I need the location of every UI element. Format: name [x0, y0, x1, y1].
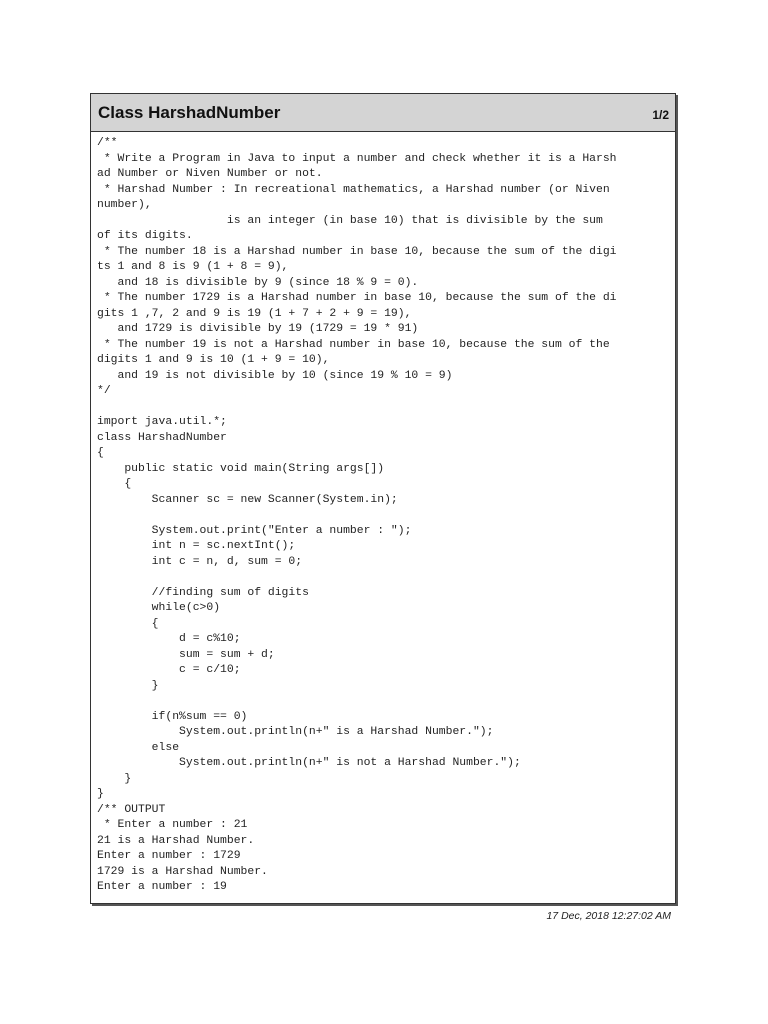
- code-line: and 19 is not divisible by 10 (since 19 % 10 = 9): [97, 369, 453, 382]
- code-line: {: [97, 447, 104, 459]
- code-line: [97, 694, 673, 710]
- code-line: }: [97, 788, 104, 800]
- code-line: if(n%sum == 0): [97, 710, 248, 723]
- code-line: of its digits.: [97, 230, 193, 242]
- code-line: [97, 508, 673, 524]
- class-title: Class HarshadNumber: [98, 103, 281, 122]
- code-line: public static void main(String args[]): [97, 462, 385, 475]
- code-line: while(c>0): [97, 602, 221, 614]
- code-line: * Write a Program in Java to input a number and check whether it is a Harsh: [97, 152, 617, 165]
- code-line: /**: [97, 137, 118, 149]
- code-line: ad Number or Niven Number or not.: [97, 168, 323, 180]
- code-line: Enter a number : 19: [97, 881, 227, 893]
- code-line: is an integer (in base 10) that is divisible by the sum: [97, 214, 603, 227]
- code-line: {: [97, 478, 132, 490]
- code-line: [97, 400, 673, 416]
- code-line: */: [97, 385, 111, 397]
- code-line: Enter a number : 1729: [97, 850, 241, 862]
- code-line: and 18 is divisible by 9 (since 18 % 9 = 0).: [97, 276, 419, 289]
- code-line: //finding sum of digits: [97, 586, 309, 599]
- code-line: * Enter a number : 21: [97, 819, 248, 831]
- code-line: else: [97, 741, 180, 754]
- code-line: System.out.println(n+" is not a Harshad Number.");: [97, 757, 521, 769]
- code-line: ts 1 and 8 is 9 (1 + 8 = 9),: [97, 261, 289, 273]
- code-line: /** OUTPUT: [97, 803, 166, 816]
- page-number: 1/2: [652, 108, 669, 122]
- print-timestamp: 17 Dec, 2018 12:27:02 AM: [546, 910, 671, 922]
- code-line: Scanner sc = new Scanner(System.in);: [97, 493, 398, 506]
- code-line: * The number 18 is a Harshad number in base 10, because the sum of the digi: [97, 245, 617, 258]
- code-line: int n = sc.nextInt();: [97, 540, 296, 552]
- code-line: and 1729 is divisible by 19 (1729 = 19 * 91): [97, 323, 419, 335]
- code-line: }: [97, 679, 159, 692]
- code-line: import java.util.*;: [97, 416, 227, 428]
- code-line: gits 1 ,7, 2 and 9 is 19 (1 + 7 + 2 + 9 = 19),: [97, 307, 412, 320]
- code-line: 21 is a Harshad Number.: [97, 834, 255, 847]
- source-code-block: [97, 136, 673, 896]
- code-line: 1729 is a Harshad Number.: [97, 865, 268, 878]
- code-line: * The number 19 is not a Harshad number in base 10, because the sum of the: [97, 338, 610, 351]
- code-line: * The number 1729 is a Harshad number in base 10, because the sum of the di: [97, 292, 617, 304]
- code-line: sum = sum + d;: [97, 648, 275, 661]
- code-line: * Harshad Number : In recreational mathematics, a Harshad number (or Niven: [97, 183, 610, 196]
- code-line: System.out.print("Enter a number : ");: [97, 524, 412, 537]
- code-listing-frame: [90, 93, 676, 904]
- code-line: c = c/10;: [97, 664, 241, 676]
- code-line: d = c%10;: [97, 633, 241, 645]
- code-line: class HarshadNumber: [97, 431, 227, 444]
- code-line: }: [97, 772, 132, 785]
- code-line: int c = n, d, sum = 0;: [97, 555, 303, 568]
- code-line: System.out.println(n+" is a Harshad Number.");: [97, 726, 494, 738]
- code-line: digits 1 and 9 is 10 (1 + 9 = 10),: [97, 354, 330, 366]
- code-line: number),: [97, 199, 152, 211]
- code-line: {: [97, 617, 159, 630]
- code-line: [97, 570, 673, 586]
- listing-header: [91, 94, 675, 132]
